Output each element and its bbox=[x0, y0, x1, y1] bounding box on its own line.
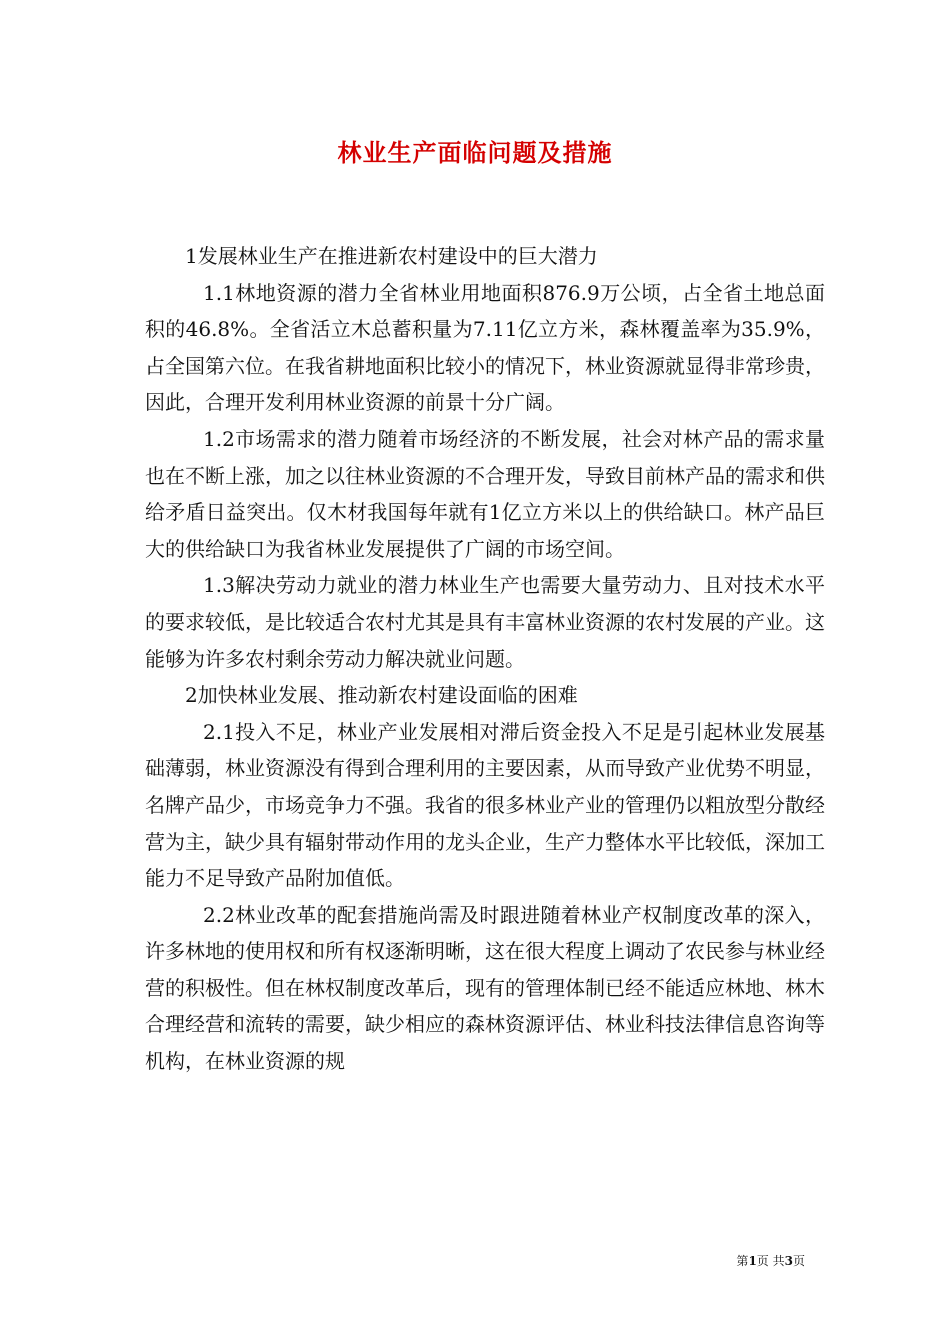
section-heading-2: 2加快林业发展、推动新农村建设面临的困难 bbox=[185, 683, 578, 708]
paragraph-1-3: 1.3解决劳动力就业的潜力林业生产也需要大量劳动力、且对技术水平的要求较低，是比较适合农村尤其是具有丰富林业资源的农村发展的产业。这能够为许多农村剩余劳动力解决就业问题。 bbox=[145, 573, 825, 671]
document-body bbox=[145, 238, 825, 1080]
paragraph-2-2: 2.2林业改革的配套措施尚需及时跟进随着林业产权制度改革的深入，许多林地的使用权和所有权逐渐明晰，这在很大程度上调动了农民参与林业经营的积极性。但在林权制度改革后，现有的管理体制已经不能适应林地、林木合理经营和流转的需要，缺少相应的森林资源评估、林业科技法律信息咨询等机构，在林业资源的规 bbox=[145, 902, 825, 1074]
page-footer bbox=[736, 1252, 805, 1269]
section-heading-1: 1发展林业生产在推进新农村建设中的巨大潜力 bbox=[185, 244, 598, 268]
footer-prefix: 第 bbox=[736, 1254, 749, 1268]
paragraph-1-1: 1.1林地资源的潜力全省林业用地面积876.9万公顷，占全省土地总面积的46.8%。全省活立木总蓄积量为7.11亿立方米，森林覆盖率为35.9%，占全国第六位。在我省耕地面积比较小的情况下，林业资源就显得非常珍贵，因此，合理开发利用林业资源的前景十分广阔。 bbox=[145, 280, 825, 415]
footer-middle: 页 共 bbox=[756, 1254, 785, 1268]
paragraph-1-2: 1.2市场需求的潜力随着市场经济的不断发展，社会对林产品的需求量也在不断上涨，加之以往林业资源的不合理开发，导致目前林产品的需求和供给矛盾日益突出。仅木材我国每年就有1亿立方米以上的供给缺口。林产品巨大的供给缺口为我省林业发展提供了广阔的市场空间。 bbox=[145, 426, 825, 561]
footer-total-pages: 3 bbox=[784, 1254, 793, 1268]
footer-suffix: 页 bbox=[792, 1254, 805, 1268]
paragraph-2-1: 2.1投入不足，林业产业发展相对滞后资金投入不足是引起林业发展基础薄弱，林业资源没有得到合理利用的主要因素，从而导致产业优势不明显，名牌产品少，市场竞争力不强。我省的很多林业产业的管理仍以粗放型分散经营为主，缺少具有辐射带动作用的龙头企业，生产力整体水平比较低，深加工能力不足导致产品附加值低。 bbox=[145, 719, 825, 891]
document-title: 林业生产面临问题及措施 bbox=[337, 138, 613, 167]
footer-page-number: 1 bbox=[748, 1254, 757, 1268]
